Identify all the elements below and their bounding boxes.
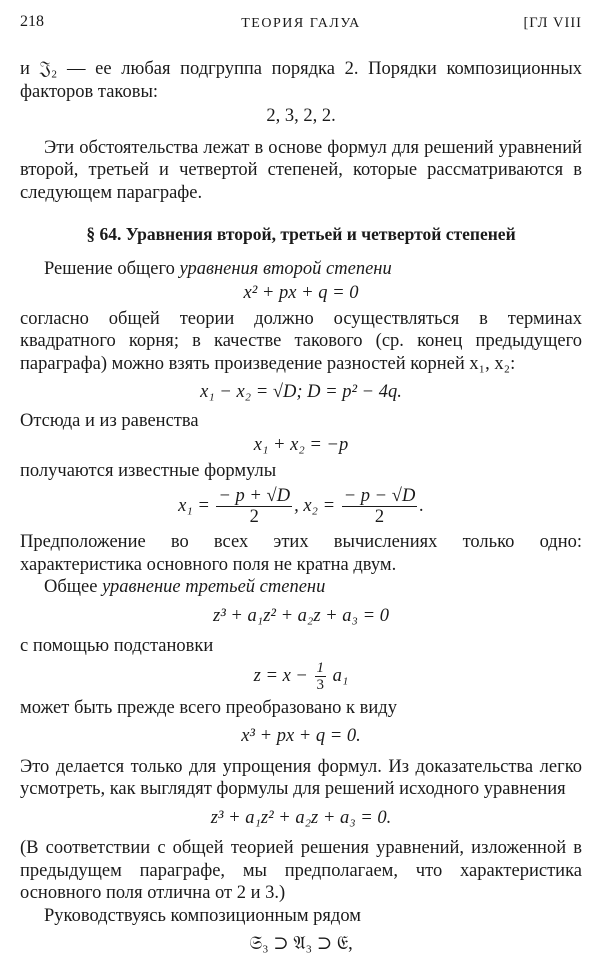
italic-term: уравнения второй степени bbox=[179, 258, 392, 279]
numerator: − p − √D bbox=[343, 486, 416, 506]
page-number: 218 bbox=[20, 13, 44, 30]
numerator: 1 bbox=[316, 659, 325, 676]
equation: x² + px + q = 0 bbox=[243, 283, 359, 303]
running-title: ТЕОРИЯ ГАЛУА bbox=[241, 16, 361, 31]
equation: z³ + a₁z² + a₂z + a₃ = 0. bbox=[210, 807, 392, 828]
paragraph: Отсюда и из равенства bbox=[20, 410, 199, 431]
chapter-label: [ГЛ VIII bbox=[523, 15, 582, 31]
italic-term: уравнение третьей степени bbox=[102, 577, 326, 597]
equation: 𝔖₃ ⊃ 𝔄₃ ⊃ 𝔈, bbox=[249, 934, 353, 954]
eq-part: x₁ = bbox=[178, 495, 210, 516]
eq-part: , x₂ = bbox=[294, 495, 336, 516]
running-header bbox=[20, 11, 582, 33]
section-heading: § 64. Уравнения второй, третьей и четвертой степеней bbox=[86, 224, 516, 244]
eq-part: . bbox=[419, 495, 424, 516]
equation: z³ + a₁z² + a₂z + a₃ = 0 bbox=[213, 605, 389, 626]
paragraph: согласно общей теории должно осуществляться в терминах квадратного корня; в качестве такового (ср. конец предыдущего параграфа) можно взять произведение разностей корней x₁, x₂: bbox=[20, 308, 582, 374]
denominator: 2 bbox=[249, 507, 259, 527]
paragraph bbox=[20, 576, 582, 599]
text-run: Общее bbox=[44, 577, 103, 597]
equation: x₁ + x₂ = −p bbox=[253, 435, 349, 455]
equation: x³ + px + q = 0. bbox=[241, 726, 361, 746]
eq-part: z = x − bbox=[253, 665, 308, 686]
paragraph bbox=[20, 258, 582, 281]
equation-substitution bbox=[20, 660, 582, 693]
paragraph: и 𝔍₂ — ее любая подгруппа порядка 2. Порядки композиционных факторов таковы: bbox=[20, 59, 582, 102]
paragraph: Руководствуясь композиционным рядом bbox=[44, 905, 361, 926]
denominator: 2 bbox=[374, 507, 385, 527]
equation: 2, 3, 2, 2. bbox=[266, 106, 336, 126]
page-body bbox=[20, 58, 582, 956]
equation-fractions bbox=[20, 486, 582, 527]
fraction bbox=[216, 486, 292, 527]
eq-part: a₁ bbox=[332, 665, 349, 686]
paragraph: Предположение во всех этих вычислениях только одно: характеристика основного поля не кратна двум. bbox=[20, 532, 582, 575]
text-run: Решение общего bbox=[44, 258, 180, 279]
paragraph: Эти обстоятельства лежат в основе формул для решений уравнений второй, третьей и четвертой степеней, которые рассматриваются в следующем параграфе. bbox=[20, 137, 582, 203]
numerator: − p + √D bbox=[218, 486, 291, 506]
paragraph: может быть прежде всего преобразовано к виду bbox=[20, 697, 397, 718]
fraction bbox=[342, 486, 418, 527]
equation: x₁ − x₂ = √D; D = p² − 4q. bbox=[200, 382, 402, 402]
paragraph: Это делается только для упрощения формул. Из доказательства легко усмотреть, как выглядят формулы для решений исходного уравнения bbox=[20, 756, 582, 799]
paragraph: получаются известные формулы bbox=[20, 460, 277, 481]
paragraph: (В соответствии с общей теорией решения уравнений, изложенной в предыдущем параграфе, мы предполагаем, что характеристика основного поля отлична от 2 и 3.) bbox=[20, 838, 582, 903]
fraction bbox=[315, 660, 327, 693]
paragraph: с помощью подстановки bbox=[20, 636, 214, 656]
denominator: 3 bbox=[316, 676, 325, 693]
